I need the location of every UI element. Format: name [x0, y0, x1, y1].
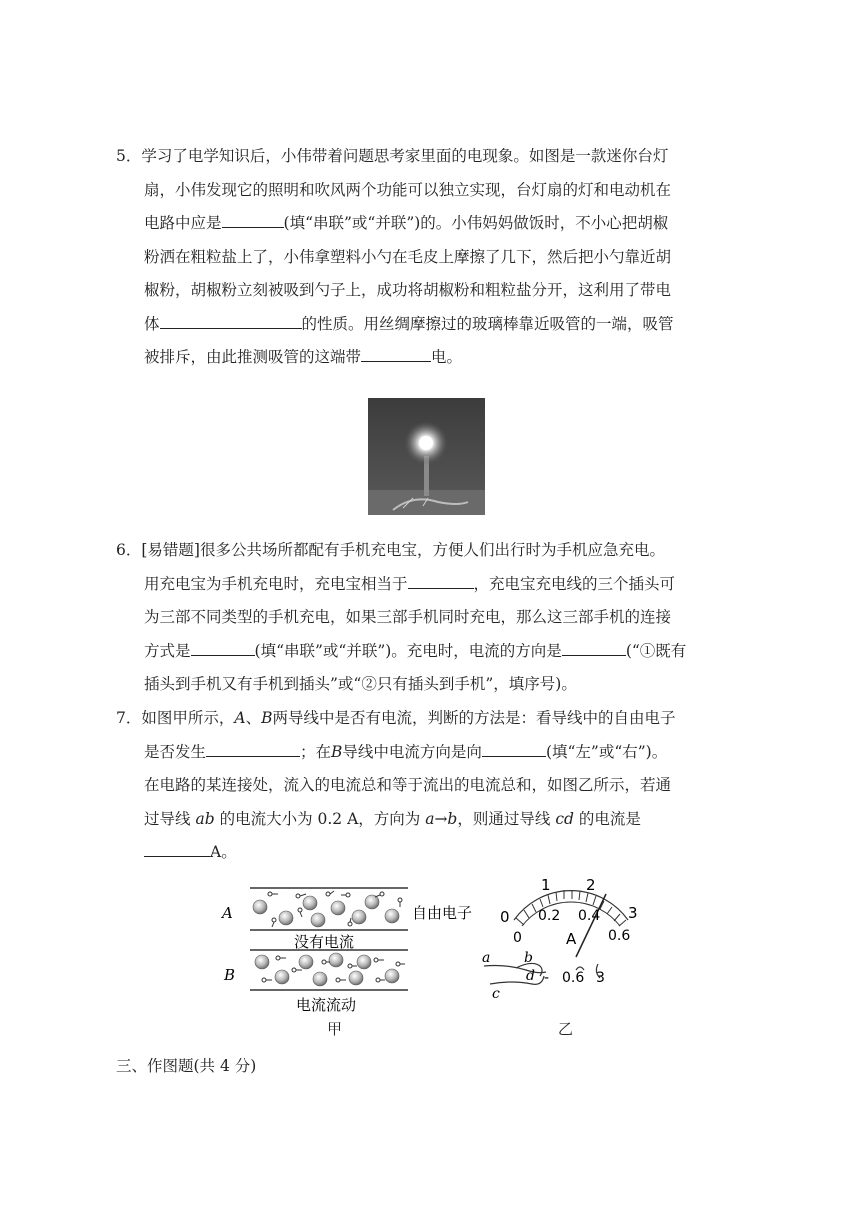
figure-jia-caption: 甲: [327, 1020, 343, 1038]
q7-text: 是否发生: [144, 742, 207, 761]
q7-text: 的电流大小为 0.2 A，方向为: [219, 809, 421, 828]
minus-terminal: -: [544, 970, 550, 986]
ammeter-unit: A: [566, 930, 577, 948]
question-6: [116, 534, 736, 702]
q5-text: 电路中应是: [144, 214, 222, 232]
lamp-fan-photo: [368, 398, 485, 515]
q7-text: ；在: [300, 742, 332, 761]
q7-text: 、: [245, 709, 262, 727]
figure-yi-caption: 乙: [558, 1020, 574, 1038]
q7-text: 7．如图甲所示，: [116, 709, 235, 727]
q5-text: 电。: [431, 348, 463, 366]
q5-line-5: 椒粉，胡椒粉立刻被吸到勺子上，成功将胡椒粉和粗粒盐分开，这利用了带电: [144, 281, 672, 299]
q7-text: A。: [210, 843, 237, 861]
no-current-label: 没有电流: [294, 933, 355, 951]
scale-bottom-0: 0: [513, 930, 522, 946]
wire-label-d: d: [526, 968, 535, 984]
wire-label-c: c: [492, 986, 500, 1002]
q7-var-A: A: [234, 709, 246, 727]
answer-blank[interactable]: [160, 310, 302, 329]
question-5: [116, 140, 736, 375]
answer-blank[interactable]: [562, 637, 626, 656]
wire-b-label: B: [224, 966, 236, 984]
answer-blank[interactable]: [191, 637, 255, 656]
q7-var-ab: ab: [195, 809, 215, 828]
q5-line-7: [116, 341, 736, 375]
q6-line-4: [116, 635, 736, 669]
q6-text: ，充电宝充电线的三个插头可: [473, 574, 676, 593]
scale-top-3: 3: [628, 904, 638, 922]
wire-label-b: b: [524, 950, 533, 966]
wire-a-label: A: [222, 904, 233, 922]
ammeter-ticks: [516, 890, 626, 926]
section-3-heading: 三、作图题(共 4 分): [116, 1057, 257, 1075]
q6-line-2: [116, 568, 736, 602]
q6-line-5: 插头到手机又有手机到插头”或“②只有插头到手机”，填序号)。: [144, 675, 577, 693]
q5-text: (填“串联”或“并联”)的。小伟妈妈做饭时，不小心把胡椒: [283, 214, 669, 232]
scale-bottom-3: 0.6: [608, 928, 631, 944]
answer-blank[interactable]: [408, 570, 474, 589]
scale-bottom-1: 0.2: [538, 908, 561, 924]
scale-bottom-2: 0.4: [578, 908, 601, 924]
q5-line-2: 扇，小伟发现它的照明和吹风两个功能可以独立实现，台灯扇的灯和电动机在: [144, 180, 672, 199]
q7-text: (填“左”或“右”)。: [545, 742, 668, 761]
q6-text: (“①既有: [625, 641, 687, 660]
q6-line-1: 6．[易错题]很多公共场所都配有手机充电宝，方便人们出行时为手机应急充电。: [116, 541, 665, 559]
answer-blank[interactable]: [222, 209, 284, 228]
figure-yi: [476, 872, 676, 1012]
answer-blank[interactable]: [144, 838, 210, 857]
wire-label-a: a: [482, 950, 491, 966]
answer-blank[interactable]: [482, 738, 546, 757]
q6-text: 用充电宝为手机充电时，充电宝相当于: [144, 574, 408, 593]
q5-text: 的性质。用丝绸摩擦过的玻璃棒靠近吸管的一端，吸管: [301, 314, 674, 333]
free-electron-label: 自由电子: [412, 904, 473, 922]
q7-text: 的电流是: [578, 809, 641, 828]
ammeter-needle: [576, 894, 606, 957]
q5-text: 被排斥，由此推测吸管的这端带: [144, 348, 362, 366]
scale-top-0: 0: [500, 908, 510, 926]
q5-line-4: 粉洒在粗粒盐上了，小伟拿塑料小勺在毛皮上摩擦了几下，然后把小勺靠近胡: [144, 247, 672, 266]
terminal-3: 3: [596, 970, 605, 986]
q7-var-B: B: [261, 709, 273, 727]
q5-line-3: [116, 207, 736, 241]
q7-var-a-to-b: a→b: [425, 809, 458, 828]
q7-text: 过导线: [144, 809, 191, 828]
answer-blank[interactable]: [206, 738, 300, 757]
q5-line-1: 5．学习了电学知识后，小伟带着问题思考家里面的电现象。如图是一款迷你台灯: [116, 147, 669, 165]
q7-line-4: [116, 803, 736, 837]
q7-line-1: [116, 702, 736, 736]
scale-top-1: 1: [541, 876, 551, 894]
q7-var-cd: cd: [555, 809, 574, 828]
q7-line-3: 在电路的某连接处，流入的电流总和等于流出的电流总和，如图乙所示，若通: [144, 776, 672, 794]
q6-line-3: 为三部不同类型的手机充电，如果三部手机同时充电，那么这三部手机的连接: [144, 608, 672, 626]
q5-line-6: [116, 308, 736, 342]
q6-text: 方式是: [144, 641, 191, 660]
scale-top-2: 2: [586, 876, 596, 894]
q7-line-5: [116, 836, 736, 870]
q6-text: (填“串联”或“并联”)。充电时，电流的方向是: [254, 641, 562, 660]
q5-text: 体: [144, 314, 160, 333]
q7-text: 两导线中是否有电流，判断的方法是：看导线中的自由电子: [272, 709, 676, 727]
answer-blank[interactable]: [361, 343, 431, 362]
terminal-06: 0.6: [562, 970, 585, 986]
q7-line-2: [116, 736, 736, 770]
question-7: [116, 702, 736, 870]
q7-text: 导线中电流方向是向: [342, 742, 482, 761]
q7-var-B: B: [331, 742, 343, 761]
q7-text: ，则通过导线: [457, 809, 551, 828]
current-flow-label: 电流流动: [296, 996, 357, 1014]
figure-jia: [214, 880, 494, 1020]
